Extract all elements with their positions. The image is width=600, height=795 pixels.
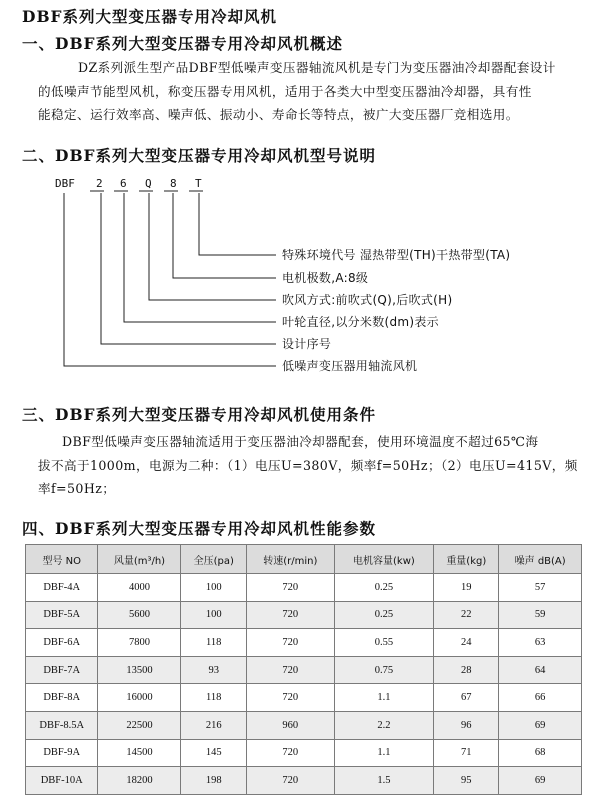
model-label-series: 低噪声变压器用轴流风机	[282, 359, 418, 373]
table-cell: 0.55	[334, 629, 434, 657]
table-cell: 720	[247, 739, 335, 767]
table-header-row	[26, 545, 582, 574]
performance-table	[25, 544, 582, 795]
model-letter-series: DBF	[55, 177, 75, 190]
section-heading-overview: 一、DBF系列大型变压器专用冷却风机概述	[22, 34, 344, 53]
table-cell: 0.75	[334, 656, 434, 684]
model-letter-design: 2	[96, 177, 103, 190]
table-cell: 4000	[98, 574, 181, 602]
table-cell: 28	[434, 656, 499, 684]
table-cell: 24	[434, 629, 499, 657]
model-label-design-no: 设计序号	[282, 337, 332, 351]
table-cell: 67	[434, 684, 499, 712]
table-cell: 69	[499, 711, 582, 739]
table-cell: 118	[181, 684, 247, 712]
table-cell: 57	[499, 574, 582, 602]
section-heading-model: 二、DBF系列大型变压器专用冷却风机型号说明	[22, 146, 377, 165]
table-cell: 71	[434, 739, 499, 767]
col-header-motor: 电机容量(kw)	[334, 545, 434, 574]
col-header-pressure: 全压(pa)	[181, 545, 247, 574]
table-cell: 100	[181, 601, 247, 629]
conditions-line-1: DBF型低噪声变压器轴流适用于变压器油冷却器配套，使用环境温度不超过65℃海	[62, 434, 539, 449]
table-cell: 720	[247, 629, 335, 657]
table-row	[26, 656, 582, 684]
model-letter-diameter: 6	[120, 177, 127, 190]
table-cell: DBF-6A	[26, 629, 98, 657]
table-cell: 0.25	[334, 574, 434, 602]
table-cell: 63	[499, 629, 582, 657]
table-cell: 95	[434, 767, 499, 795]
table-cell: 59	[499, 601, 582, 629]
table-cell: 96	[434, 711, 499, 739]
conditions-paragraph	[38, 430, 580, 501]
model-label-blow-mode: 吹风方式:前吹式(Q),后吹式(H)	[282, 293, 453, 307]
table-row	[26, 629, 582, 657]
col-header-weight: 重量(kg)	[434, 545, 499, 574]
model-label-environment: 特殊环境代号 湿热带型(TH)干热带型(TA)	[282, 248, 511, 262]
table-cell: DBF-9A	[26, 739, 98, 767]
table-cell: DBF-8A	[26, 684, 98, 712]
section-heading-performance: 四、DBF系列大型变压器专用冷却风机性能参数	[22, 519, 377, 538]
table-cell: 198	[181, 767, 247, 795]
table-cell: 22500	[98, 711, 181, 739]
table-cell: 720	[247, 601, 335, 629]
table-row	[26, 574, 582, 602]
table-cell: 0.25	[334, 601, 434, 629]
page-title: DBF系列大型变压器专用冷却风机	[22, 7, 278, 26]
table-cell: 1.1	[334, 684, 434, 712]
table-cell: 64	[499, 656, 582, 684]
col-header-noise: 噪声 dB(A)	[499, 545, 582, 574]
table-cell: DBF-10A	[26, 767, 98, 795]
table-cell: 69	[499, 767, 582, 795]
table-cell: 19	[434, 574, 499, 602]
overview-line-1: DZ系列派生型产品DBF型低噪声变压器轴流风机是专门为变压器油冷却器配套设计	[78, 60, 556, 75]
table-cell: 68	[499, 739, 582, 767]
table-cell: 93	[181, 656, 247, 684]
table-cell: 22	[434, 601, 499, 629]
table-cell: 1.1	[334, 739, 434, 767]
model-label-poles: 电机极数,A:8级	[282, 271, 369, 285]
table-cell: 16000	[98, 684, 181, 712]
table-cell: 2.2	[334, 711, 434, 739]
table-cell: 5600	[98, 601, 181, 629]
conditions-line-2: 拔不高于1000m，电源为二种：（1）电压U=380V，频率f=50Hz；（2）电压U=415V，频	[38, 457, 578, 473]
table-row	[26, 739, 582, 767]
table-cell: 66	[499, 684, 582, 712]
col-header-model: 型号 NO	[26, 545, 98, 574]
table-row	[26, 767, 582, 795]
table-row	[26, 601, 582, 629]
model-letter-poles: 8	[170, 177, 177, 190]
col-header-airflow: 风量(m³/h)	[98, 545, 181, 574]
table-cell: 145	[181, 739, 247, 767]
table-cell: 118	[181, 629, 247, 657]
model-letter-blow: Q	[145, 177, 152, 190]
table-cell: 720	[247, 767, 335, 795]
conditions-line-3: 率f=50Hz；	[38, 481, 116, 496]
table-row	[26, 684, 582, 712]
table-cell: DBF-8.5A	[26, 711, 98, 739]
table-cell: DBF-4A	[26, 574, 98, 602]
model-letter-env: T	[195, 177, 202, 190]
table-cell: 720	[247, 574, 335, 602]
overview-line-3: 能稳定、运行效率高、噪声低、振动小、寿命长等特点，被广大变压器厂竞相选用。	[38, 107, 519, 122]
table-cell: 720	[247, 684, 335, 712]
table-cell: 720	[247, 656, 335, 684]
table-cell: DBF-7A	[26, 656, 98, 684]
table-cell: 18200	[98, 767, 181, 795]
table-cell: 100	[181, 574, 247, 602]
table-cell: DBF-5A	[26, 601, 98, 629]
table-cell: 7800	[98, 629, 181, 657]
table-cell: 1.5	[334, 767, 434, 795]
section-heading-conditions: 三、DBF系列大型变压器专用冷却风机使用条件	[22, 405, 377, 424]
table-cell: 13500	[98, 656, 181, 684]
table-cell: 216	[181, 711, 247, 739]
col-header-speed: 转速(r/min)	[247, 545, 335, 574]
table-row	[26, 711, 582, 739]
table-cell: 960	[247, 711, 335, 739]
overview-line-2: 的低噪声节能型风机，称变压器专用风机，适用于各类大中型变压器油冷却器，具有性	[38, 83, 532, 99]
table-cell: 14500	[98, 739, 181, 767]
model-label-diameter: 叶轮直径,以分米数(dm)表示	[282, 315, 439, 329]
